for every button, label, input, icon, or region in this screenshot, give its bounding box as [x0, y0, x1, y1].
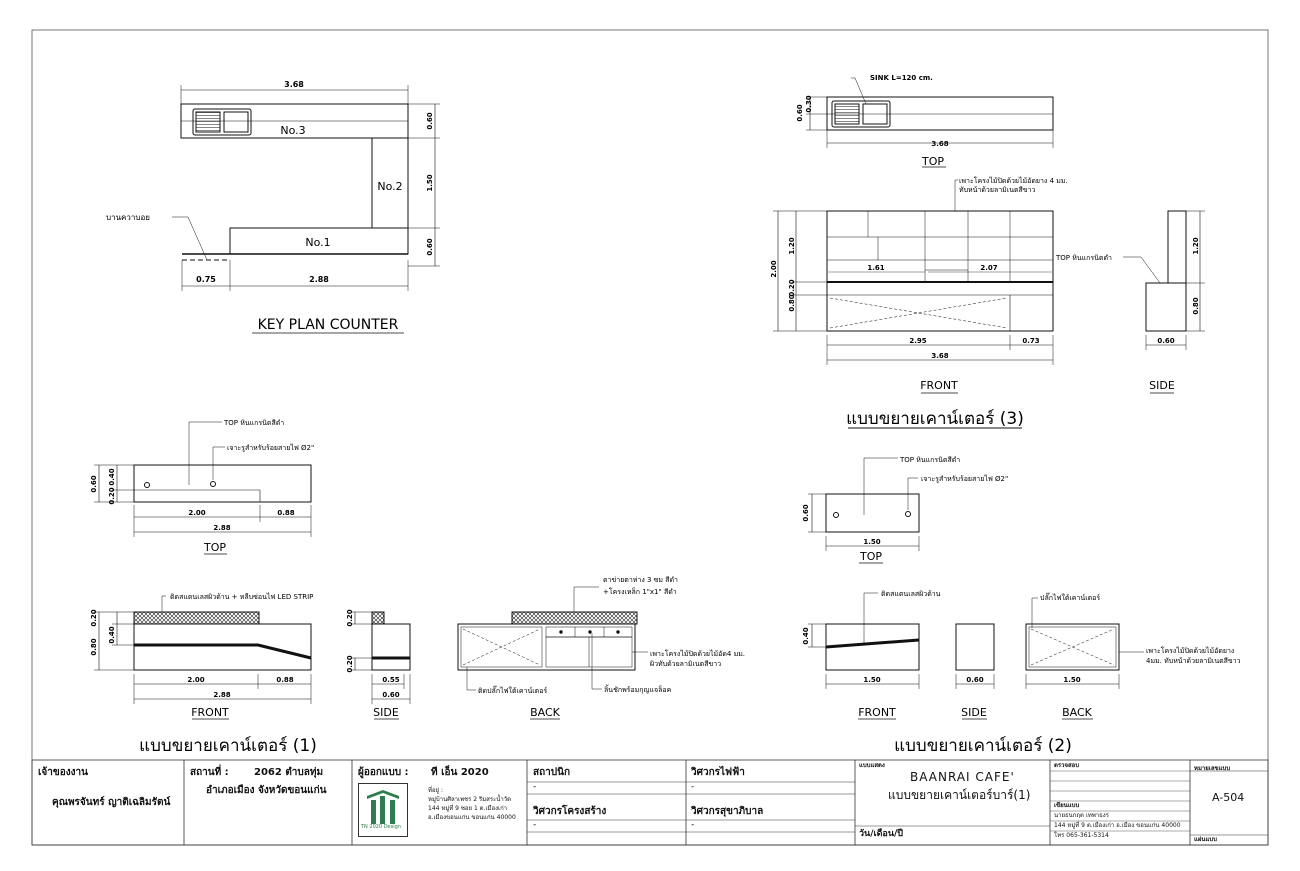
- counter2-top-dim-060: 0.60: [802, 504, 810, 522]
- counter1-top-dim-288: 2.88: [213, 524, 231, 532]
- counter3-front-dim-080: 0.80: [788, 294, 796, 312]
- counter3-front: [773, 180, 1053, 393]
- counter2-top-dim-150: 1.50: [863, 538, 881, 546]
- structure-value: -: [533, 820, 537, 830]
- counter3-side-note: TOP หินแกรนิตดำ: [1056, 254, 1112, 262]
- key-plan-dim-bottom-right: 2.88: [309, 275, 329, 284]
- counter3-top: [806, 78, 1053, 167]
- key-plan-no1: No.1: [305, 236, 331, 249]
- counter3-front-dim-368: 3.68: [931, 352, 949, 360]
- key-plan-dim-bottom-left: 0.75: [196, 275, 216, 284]
- counter1-top: [94, 422, 311, 554]
- counter3-top-title: TOP: [921, 155, 945, 168]
- owner-name: คุณพรจันทร์ ญาติเฉลิมรัตน์: [52, 797, 171, 808]
- counter1-back-note-5: ติดปลั๊กไฟใต้เคาน์เตอร์: [478, 687, 548, 695]
- counter3-side-dim-060: 0.60: [1157, 337, 1175, 345]
- counter1-top-note-1: TOP หินแกรนิตสีดำ: [224, 419, 285, 427]
- counter2-back-note-2: เพาะโครงไม้ปิดด้วยไม้อัดยาง: [1146, 647, 1235, 655]
- counter3-front-dim-200: 2.00: [770, 260, 778, 278]
- key-plan-dim-right-1: 0.60: [426, 112, 434, 130]
- location-label: สถานที่ :: [190, 767, 229, 778]
- drawing-name: แบบขยายเคาน์เตอร์บาร์(1): [888, 788, 1031, 802]
- counter1-back-title: BACK: [530, 706, 560, 719]
- counter1-back: [458, 587, 648, 719]
- designer-logo: [358, 783, 408, 837]
- project-name: BAANRAI CAFE': [910, 770, 1015, 784]
- drawn-address: 144 หมู่ที่ 9 ต.เมืองเก่า อ.เมือง ขอนแก่น 40000: [1054, 822, 1181, 829]
- counter3-front-note-1: เพาะโครงไม้ปิดด้วยไม้อัดยาง 4 มม.: [959, 177, 1068, 185]
- counter2-side: [956, 624, 994, 719]
- counter1-top-dim-200: 2.00: [188, 509, 206, 517]
- counter1-front-dim-088: 0.88: [276, 676, 294, 684]
- counter3-side-title: SIDE: [1149, 379, 1175, 392]
- designer-name: ที เอ็น 2020: [431, 767, 489, 778]
- counter1-section-title: แบบขยายเคาน์เตอร์ (1): [139, 736, 317, 756]
- counter2-back-dim-150: 1.50: [1063, 676, 1081, 684]
- key-plan-no2: No.2: [377, 180, 403, 193]
- designer-addr-4: อ.เมืองขอนแก่น ขอนแก่น 40000: [428, 814, 516, 821]
- sheet-no: A-504: [1212, 791, 1245, 804]
- counter1-front-dim-020: 0.20: [90, 609, 98, 627]
- sheet-border: [32, 30, 1268, 845]
- counter1-back-note-2: +โครงเหล็ก 1"x1" สีดำ: [603, 588, 677, 596]
- sanitary-label: วิศวกรสุขาภิบาล: [691, 806, 764, 817]
- counter2-front: [808, 593, 919, 719]
- counter2-front-note: ติดสแตนเลสผิวด้าน: [881, 590, 941, 598]
- counter1-front-dim-200: 2.00: [187, 676, 205, 684]
- drawing-label: แบบแสดง: [859, 762, 885, 769]
- designer-addr-1: ที่อยู่ :: [428, 787, 444, 794]
- counter1-front-dim-288: 2.88: [213, 691, 231, 699]
- designer-label: ผู้ออกแบบ :: [358, 767, 409, 778]
- counter3-front-dim-073: 0.73: [1022, 337, 1040, 345]
- architect-label: สถาปนิก: [533, 767, 571, 778]
- date-label: วัน/เดือน/ปี: [859, 829, 903, 839]
- counter2-back-note-3: 4มม. ทับหน้าด้วยลามิเนตสีขาว: [1146, 657, 1241, 665]
- counter1-back-note-1: ตาข่ายตาห่าง 3 ซม สีดำ: [603, 576, 678, 584]
- counter3-top-sink-note: SINK L=120 cm.: [870, 74, 933, 82]
- counter1-back-note-3: เพาะโครงไม้ปิดด้วยไม้อัด4 มม.: [650, 650, 746, 658]
- designer-addr-2: หมู่บ้านศิลาเพชร 2 ริมสระน้ำวัด: [428, 796, 511, 803]
- counter3-front-dim-020: 0.20: [788, 279, 796, 297]
- key-plan-no3: No.3: [280, 124, 306, 137]
- total-sheets-label: แผ่นแบบ: [1194, 836, 1217, 843]
- key-plan-note-door: บานควาบอย: [106, 213, 150, 222]
- counter1-front-title: FRONT: [191, 706, 229, 719]
- key-plan-dim-right-3: 0.60: [426, 238, 434, 256]
- structure-label: วิศวกรโครงสร้าง: [533, 806, 607, 817]
- drawn-tel: โทร 065-361-5314: [1054, 832, 1109, 839]
- sheet-no-label: หมายเลขแบบ: [1194, 765, 1231, 772]
- counter1-back-note-6: ลิ้นชักพร้อมกุญแจล็อค: [604, 686, 672, 694]
- electric-label: วิศวกรไฟฟ้า: [691, 767, 745, 778]
- location-line-1: 2062 ตำบลทุ่ม: [254, 767, 324, 778]
- counter2-back: [1026, 598, 1144, 719]
- counter3-section-title: แบบขยายเคาน์เตอร์ (3): [846, 409, 1024, 429]
- designer-addr-3: 144 หมู่ที่ 9 ซอย 1 ต.เมืองเก่า: [428, 805, 508, 812]
- counter2-front-dim-040: 0.40: [802, 627, 810, 645]
- logo-text: TN 2020 Design: [361, 824, 401, 830]
- counter1-side-dim-055: 0.55: [382, 676, 400, 684]
- counter1-side-dim-060: 0.60: [382, 691, 400, 699]
- counter2-back-title: BACK: [1062, 706, 1092, 719]
- counter2-side-title: SIDE: [961, 706, 987, 719]
- owner-label: เจ้าของงาน: [38, 767, 88, 778]
- counter3-front-dim-161: 1.61: [867, 264, 885, 272]
- counter3-front-dim-207: 2.07: [980, 264, 998, 272]
- counter2-top-title: TOP: [859, 550, 883, 563]
- counter3-front-dim-120: 1.20: [788, 237, 796, 255]
- counter3-front-note-2: ทับหน้าด้วยลามิเนตสีขาว: [959, 186, 1036, 194]
- drawn-name: นายธนกฤต เทพาธงร: [1054, 812, 1109, 819]
- counter1-back-note-4: ผิวทับด้วยลามิเนตสีขาว: [650, 660, 722, 668]
- counter2-front-title: FRONT: [858, 706, 896, 719]
- counter1-front-note: ติดสแตนเลสผิวด้าน + หลืบซ่อนไฟ LED STRIP: [170, 593, 314, 601]
- location-line-2: อำเภอเมือง จังหวัดขอนแก่น: [206, 785, 327, 796]
- counter1-side-dim-020b: 0.20: [346, 655, 354, 673]
- key-plan: [172, 85, 440, 333]
- counter1-side: [351, 612, 410, 719]
- key-plan-dim-right-2: 1.50: [426, 174, 434, 192]
- counter2-side-dim-060: 0.60: [966, 676, 984, 684]
- sanitary-value: -: [691, 820, 695, 830]
- counter2-top-note-2: เจาะรูสำหรับร้อยสายไฟ Ø2": [921, 475, 1009, 483]
- counter1-top-dim-040: 0.40: [108, 468, 116, 486]
- counter3-top-dim-width: 3.68: [931, 140, 949, 148]
- counter3-top-dim-h2: 0.30: [805, 95, 813, 113]
- counter1-top-dim-060: 0.60: [90, 475, 98, 493]
- key-plan-title: KEY PLAN COUNTER: [257, 317, 399, 333]
- counter2-front-dim-150: 1.50: [863, 676, 881, 684]
- counter1-top-note-2: เจาะรูสำหรับร้อยสายไฟ Ø2": [227, 444, 315, 452]
- drawn-label: เขียนแบบ: [1054, 802, 1080, 809]
- electric-value: -: [691, 782, 695, 792]
- counter2-top: [808, 458, 919, 563]
- counter2-back-note-1: ปลั๊กไฟใต้เคาน์เตอร์: [1040, 594, 1101, 602]
- counter1-front: [94, 596, 311, 719]
- counter1-side-dim-020a: 0.20: [346, 609, 354, 627]
- counter1-side-title: SIDE: [373, 706, 399, 719]
- counter1-top-title: TOP: [203, 541, 227, 554]
- counter1-front-dim-040: 0.40: [108, 626, 116, 644]
- architect-value: -: [533, 782, 537, 792]
- counter3-side-dim-080: 0.80: [1192, 297, 1200, 315]
- counter3-front-title: FRONT: [920, 379, 958, 392]
- counter2-top-note-1: TOP หินแกรนิตสีดำ: [900, 456, 961, 464]
- counter1-top-dim-020: 0.20: [108, 487, 116, 505]
- counter2-section-title: แบบขยายเคาน์เตอร์ (2): [894, 736, 1072, 756]
- key-plan-dim-top: 3.68: [284, 80, 304, 89]
- checked-label: ตรวจสอบ: [1054, 762, 1080, 769]
- counter3-side-dim-120: 1.20: [1192, 237, 1200, 255]
- counter3-front-dim-295: 2.95: [909, 337, 927, 345]
- counter1-front-dim-080: 0.80: [90, 638, 98, 656]
- counter3-top-dim-h1: 0.60: [796, 104, 804, 122]
- counter1-top-dim-088: 0.88: [277, 509, 295, 517]
